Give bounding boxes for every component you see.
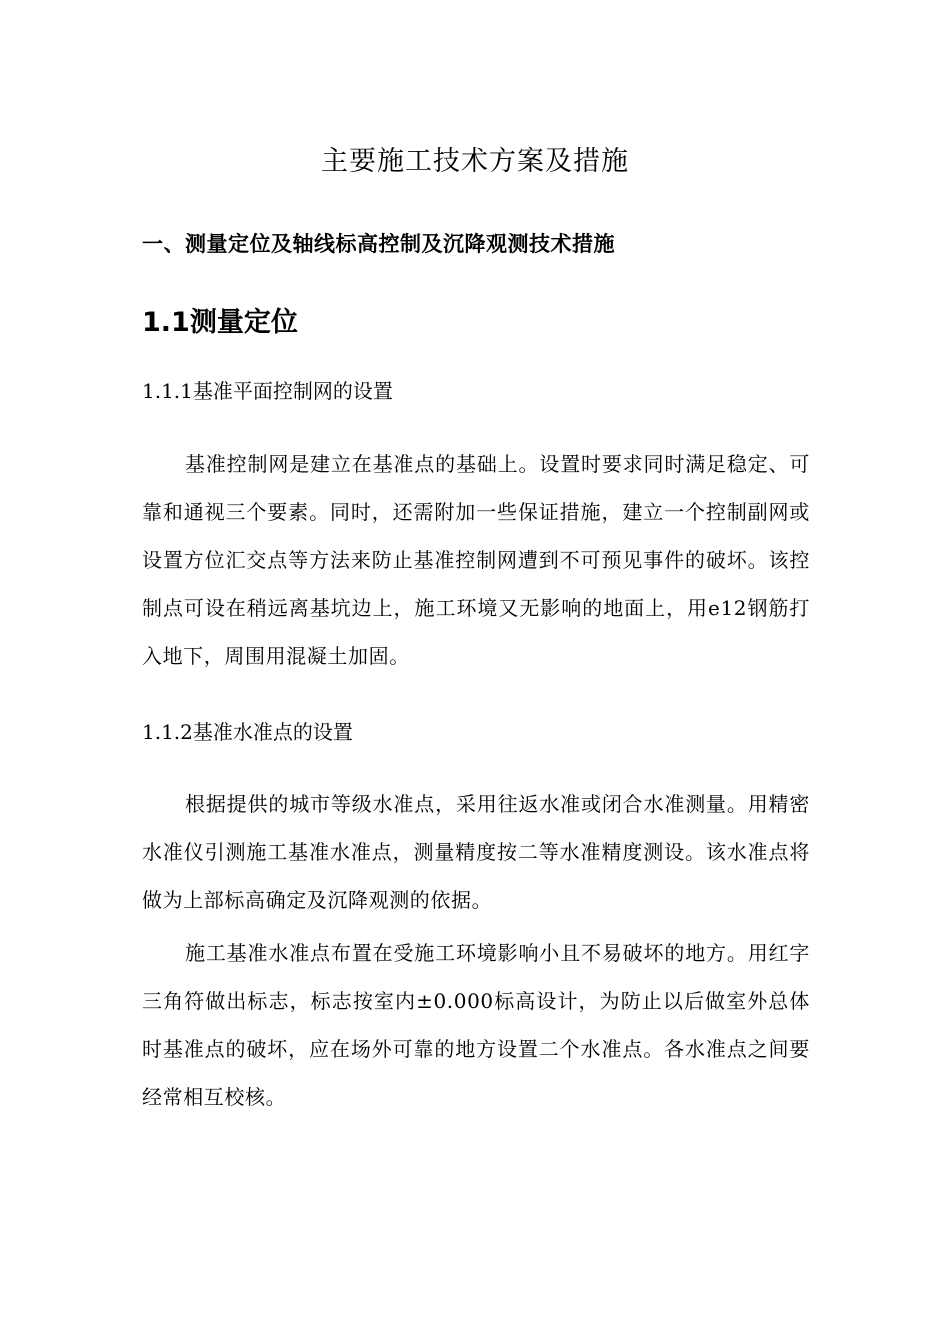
- paragraph-leveling-points: 根据提供的城市等级水准点，采用往返水准或闭合水准测量。用精密水准仪引测施工基准水准点，测量精度按二等水准精度测设。该水准点将做为上部标高确定及沉降观测的依据。: [142, 792, 810, 912]
- document-title: 主要施工技术方案及措施: [321, 146, 629, 177]
- item-heading-1-1-1: 1.1.1基准平面控制网的设置: [142, 379, 393, 403]
- paragraph-leveling-layout: 施工基准水准点布置在受施工环境影响小且不易破坏的地方。用红字三角符做出标志，标志按室内±0.000标高设计，为防止以后做室外总体时基准点的破坏，应在场外可靠的地方设置二个水准点。各水准点之间要经常相互校核。: [142, 941, 810, 1109]
- item-heading-1-1-2: 1.1.2基准水准点的设置: [142, 720, 353, 744]
- subsection-heading: 1.1测量定位: [142, 307, 298, 338]
- paragraph-control-network: 基准控制网是建立在基准点的基础上。设置时要求同时满足稳定、可靠和通视三个要素。同时，还需附加一些保证措施，建立一个控制副网或设置方位汇交点等方法来防止基准控制网遭到不可预见事件的破坏。该控制点可设在稍远离基坑边上，施工环境又无影响的地面上，用e12钢筋打入地下，周围用混凝土加固。: [142, 452, 810, 668]
- section-heading: 一、测量定位及轴线标高控制及沉降观测技术措施: [142, 232, 615, 256]
